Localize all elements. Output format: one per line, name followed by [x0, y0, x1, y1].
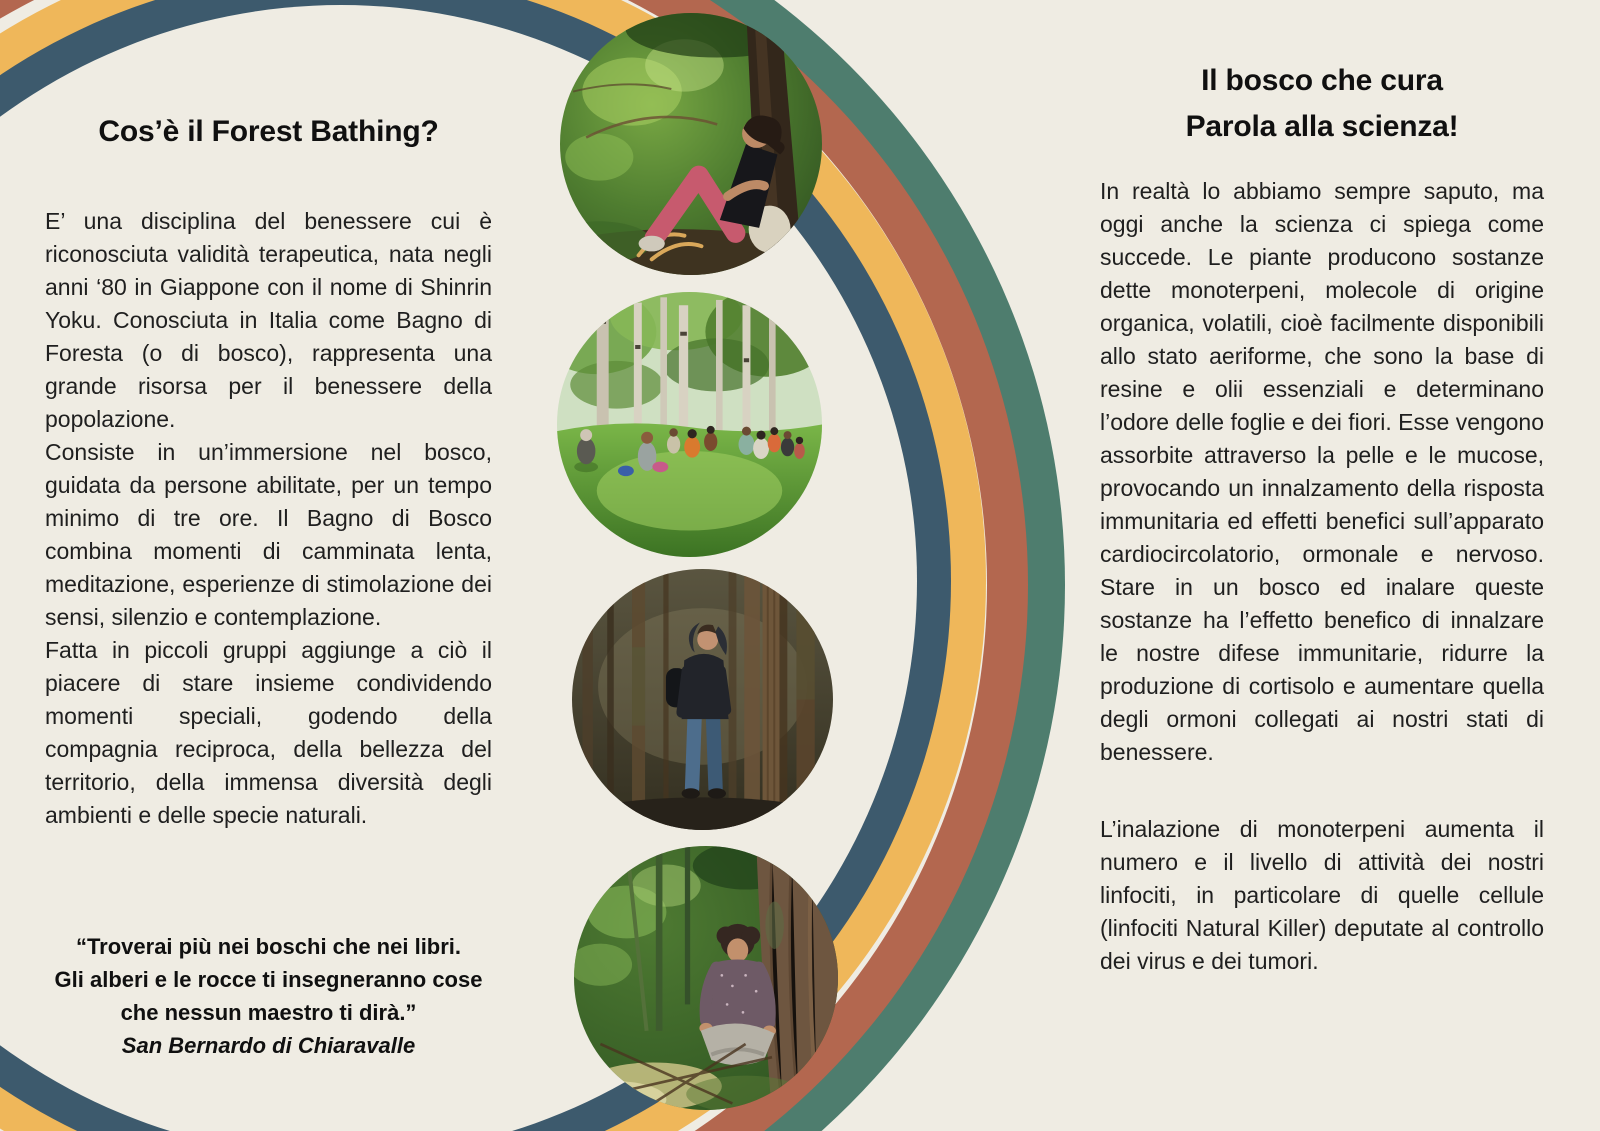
left-paragraph: E’ una disciplina del benessere cui è riconosciuta validità terapeutica, nata negli anni ‘80 in Giappone con il nome di Shinrin Yoku. Conosciuta in Italia come Bagno di Foresta (o di bosco), rappresenta una grande risorsa per il benessere della popolazione. [45, 208, 492, 432]
quote-line: Gli alberi e le rocce ti insegneranno cose [54, 967, 483, 992]
photo-group-session-in-clearing [557, 292, 822, 557]
left-panel [45, 112, 492, 832]
right-paragraph: In realtà lo abbiamo sempre saputo, ma oggi anche la scienza ci spiega come succede. Le piante producono sostanze dette monoterpeni, molecole di origine organica, volatili, cioè facilmente disponibili allo stato aeriforme, che sono la base di resine e olii essenziali e determinano l’odore delle foglie e dei fiori. Esse vengono assorbite attraverso la pelle e le mucose, provocando un innalzamento della risposta immunitaria ed effetti benefici sull’apparato cardiocircolatorio, ormonale e nervoso. Stare in un bosco ed inalare queste sostanze ha l’effetto benefico di innalzare le nostre difese immunitarie, ridurre la produzione di cortisolo e aumentare quella degli ormoni collegati ai nostri stati di benessere. [1100, 178, 1544, 765]
right-title-line-1: Il bosco che cura [1201, 64, 1443, 97]
photo-image [560, 13, 822, 275]
right-paragraph: L’inalazione di monoterpeni aumenta il numero e il livello di attività dei nostri linfociti, in particolare di quelle cellule (linfociti Natural Killer) deputate al controllo dei virus e dei tumori. [1100, 816, 1544, 974]
right-title-line-2: Parola alla scienza! [1185, 110, 1459, 143]
left-panel-body [45, 205, 492, 832]
photo-image [572, 569, 833, 830]
photo-woman-resting-against-tree [560, 13, 822, 275]
photo-image [557, 292, 822, 557]
right-panel-title [1100, 58, 1544, 150]
left-paragraph: Fatta in piccoli gruppi aggiunge a ciò il piacere di stare insieme condividendo momenti speciali, godendo della compagnia reciproca, della bellezza del territorio, della immensa diversità degli ambienti e delle specie naturali. [45, 637, 492, 828]
left-paragraph: Consiste in un’immersione nel bosco, guidata da persone abilitate, per un tempo minimo di tre ore. Il Bagno di Bosco combina momenti di camminata lenta, meditazione, esperienze di stimolazione dei sensi, silenzio e contemplazione. [45, 439, 492, 630]
quote-line: “Troverai più nei boschi che nei libri. [75, 934, 462, 959]
photo-image [574, 846, 838, 1110]
left-panel-title: Cos’è il Forest Bathing? [98, 115, 439, 148]
quote-block [45, 930, 492, 1062]
photo-man-looking-up-in-forest [572, 569, 833, 830]
quote-attribution: San Bernardo di Chiaravalle [121, 1033, 416, 1058]
photo-woman-meditating-at-tree [574, 846, 838, 1110]
right-panel [1100, 58, 1544, 978]
right-panel-body [1100, 175, 1544, 978]
quote-line: che nessun maestro ti dirà.” [120, 1000, 417, 1025]
